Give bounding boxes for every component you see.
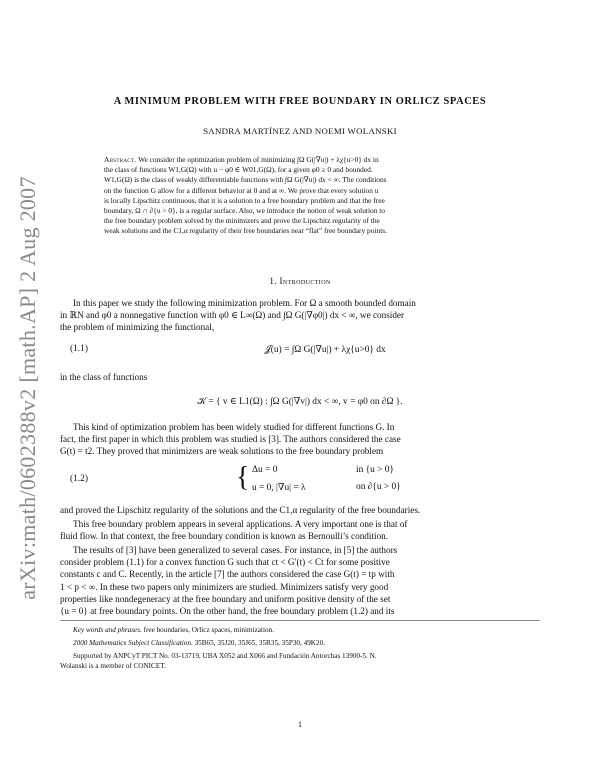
text-line: This kind of optimization problem has been widely studied for different functions G. In <box>73 422 395 432</box>
text-line: in ℝN and φ0 a nonnegative function with φ0 ∈ L∞(Ω) and ∫Ω G(|∇φ0|) dx < ∞, we consider <box>60 310 405 321</box>
text-line: constants c and C. Recently, in the article [7] the authors considered the case G(t) = tp with <box>60 569 395 580</box>
text-line: In this paper we study the following minimization problem. For Ω a smooth bounded domain <box>73 298 416 308</box>
text-line: {u = 0} at free boundary points. On the other hand, the free boundary problem (1.2) and its <box>60 606 395 617</box>
equation-number: (1.2) <box>70 474 88 484</box>
abstract-line: W1,G(Ω) is the class of weakly differentiable functions with ∫Ω G(|∇u|) dx < ∞. The conditions <box>104 175 387 185</box>
equation-number: (1.1) <box>70 344 88 354</box>
support-line: Supported by ANPCyT PICT No. 03-13719, UBA X052 and X066 and Fundación Antorchas 13900-5. N. <box>73 652 377 660</box>
equation-row2-right: on ∂{u > 0} <box>356 482 401 492</box>
equation-row2-left: u = 0, |∇u| = λ <box>252 483 306 493</box>
class-text: in the class of functions <box>60 372 148 382</box>
msc-label: 2000 Mathematics Subject Classification. <box>73 639 193 647</box>
abstract-line: weak solutions and the C1,α regularity of their free boundaries near “flat” free boundary points. <box>104 226 387 236</box>
intro-paragraph <box>60 297 540 334</box>
text-line: The results of [3] have been generalized to several cases. For instance, in [5] the authors <box>73 545 398 555</box>
msc-text: 35B65, 35J20, 35J65, 35R35, 35P30, 49K20. <box>194 639 325 647</box>
abstract-line: the class of functions W1,G(Ω) with u − φ0 ∈ W01,G(Ω), for a given φ0 ≥ 0 and bounded. <box>104 165 373 175</box>
equation-body: 𝒦 = { v ∈ L1(Ω) : ∫Ω G(|∇v|) dx < ∞, v = φ0 on ∂Ω }. <box>197 397 403 407</box>
text-line: the problem of minimizing the functional, <box>60 322 215 333</box>
abstract-line: is locally Lipschitz continuous, that it is a solution to a free boundary problem and that the free <box>104 195 385 205</box>
footnote-msc <box>60 638 540 648</box>
arxiv-stamp <box>6 168 50 608</box>
equation-row1-right: in {u > 0} <box>356 465 394 475</box>
text-line: This free boundary problem appears in several applications. A very important one is that of <box>73 519 408 529</box>
equation-1-2 <box>60 462 540 498</box>
abstract-line: on the function G allow for a different behavior at 0 and at ∞. We prove that every solution u <box>104 185 379 195</box>
class-equation <box>60 396 540 410</box>
footnote-support <box>60 651 540 672</box>
support-line: Wolanski is a member of CONICET. <box>60 662 166 671</box>
text-line: properties like nondegeneracy at the free boundary and uniform positive density of the set <box>60 593 391 604</box>
keywords-text: free boundaries, Orlicz spaces, minimization. <box>143 626 274 634</box>
equation-1-1 <box>60 344 540 358</box>
abstract-line: Abstract. We consider the optimization problem of minimizing ∫Ω G(|∇u|) + λχ{u>0} dx in <box>104 155 379 164</box>
brace-glyph: { <box>236 462 250 493</box>
paragraph-5 <box>60 544 540 617</box>
footnote-keywords <box>60 625 540 635</box>
text-line: fluid flow. In that context, the free boundary condition is known as Bernoulli’s condition. <box>60 531 389 542</box>
abstract <box>104 155 499 237</box>
equation-row1-left: Δu = 0 <box>252 465 278 475</box>
equation-body: 𝒥(u) = ∫Ω G(|∇u|) + λχ{u>0} dx <box>264 345 386 355</box>
paragraph-4 <box>60 518 540 542</box>
abstract-heading: Abstract. <box>104 155 137 164</box>
footnote-rule <box>60 620 540 621</box>
section-heading-introduction: 1. Introduction <box>269 276 331 286</box>
paragraph-2 <box>60 421 540 458</box>
abstract-line: boundary, Ω ∩ ∂{u > 0}, is a regular surface. Also, we introduce the notion of weak solution to <box>104 206 386 216</box>
paragraph-3: and proved the Lipschitz regularity of the solutions and the C1,α regularity of the free boundaries. <box>60 505 421 515</box>
text-line: consider problem (1.1) for a convex function G such that ct < G′(t) < Ct for some positive <box>60 557 390 568</box>
text-line: 1 < p < ∞. In these two papers only minimizers are studied. Minimizers satisfy very good <box>60 581 389 592</box>
page-number: 1 <box>298 720 302 729</box>
text-line: G(t) = t2. They proved that minimizers are weak solutions to the free boundary problem <box>60 446 384 457</box>
abstract-line: the free boundary problem solved by the minimizers and prove the Lipschitz regularity of the <box>104 216 380 226</box>
arxiv-stamp-text: arXiv:math/0602388v2 [math.AP] 2 Aug 2007 <box>15 176 40 600</box>
text-line: fact, the first paper in which this problem was studied is [3]. The authors considered the case <box>60 434 401 445</box>
keywords-label: Key words and phrases. <box>73 626 142 634</box>
paper-authors: SANDRA MARTÍNEZ AND NOEMI WOLANSKI <box>203 126 397 136</box>
paper-title: A MINIMUM PROBLEM WITH FREE BOUNDARY IN ORLICZ SPACES <box>113 96 487 107</box>
